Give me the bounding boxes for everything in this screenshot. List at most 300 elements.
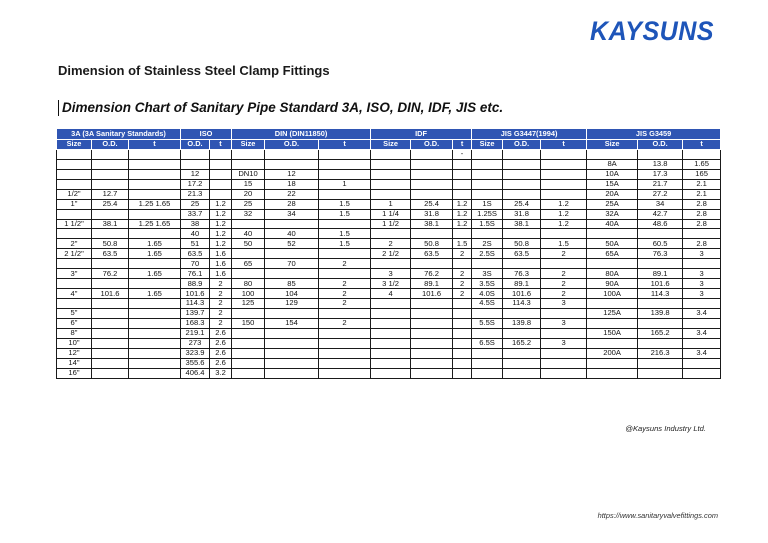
table-cell: 65A <box>587 249 638 259</box>
table-cell: 25.4 <box>92 199 129 209</box>
table-cell <box>129 358 181 368</box>
table-cell <box>503 348 541 358</box>
table-cell <box>683 299 721 309</box>
table-cell <box>371 318 411 328</box>
table-cell <box>541 189 587 199</box>
table-cell <box>638 229 683 239</box>
table-cell: 16" <box>57 368 92 378</box>
table-cell: 154 <box>265 318 319 328</box>
table-cell: 2 <box>371 239 411 249</box>
column-header: t <box>541 140 587 150</box>
column-header: Size <box>57 140 92 150</box>
table-cell: 8" <box>57 328 92 338</box>
table-cell: 2 1/2 <box>371 249 411 259</box>
table-cell <box>541 229 587 239</box>
table-cell: 1.65 <box>129 239 181 249</box>
table-cell: 12.7 <box>92 189 129 199</box>
table-cell: DN10 <box>232 169 265 179</box>
table-cell: 150 <box>232 318 265 328</box>
table-cell <box>129 259 181 269</box>
table-cell: 42.7 <box>638 209 683 219</box>
table-cell: 355.6 <box>181 358 210 368</box>
table-cell: 3" <box>57 269 92 279</box>
table-cell: 2 <box>541 269 587 279</box>
table-cell: 10A <box>587 169 638 179</box>
table-cell: 12 <box>265 169 319 179</box>
table-cell <box>129 159 181 169</box>
table-cell: 1 1/2 <box>371 219 411 229</box>
table-cell <box>472 358 503 368</box>
table-cell <box>129 318 181 328</box>
table-cell <box>411 149 453 159</box>
table-cell <box>371 259 411 269</box>
table-cell: 17.3 <box>638 169 683 179</box>
table-cell: 1.5 <box>453 239 472 249</box>
table-row <box>57 318 721 328</box>
table-cell <box>92 328 129 338</box>
table-cell: 2 <box>541 279 587 289</box>
dimension-table <box>56 128 721 379</box>
table-cell <box>371 229 411 239</box>
table-cell: 70 <box>181 259 210 269</box>
table-cell: 63.5 <box>92 249 129 259</box>
table-cell: 216.3 <box>638 348 683 358</box>
table-cell <box>587 149 638 159</box>
table-cell <box>453 169 472 179</box>
table-cell: 1.5 <box>319 229 371 239</box>
table-cell <box>411 229 453 239</box>
table-cell <box>92 209 129 219</box>
table-cell <box>232 338 265 348</box>
group-header: JIS G3447(1994) <box>472 129 587 140</box>
table-cell: 2 <box>319 318 371 328</box>
table-cell: 3 <box>683 269 721 279</box>
table-cell <box>92 368 129 378</box>
table-cell: 1.2 <box>541 219 587 229</box>
table-cell: 125 <box>232 299 265 309</box>
table-cell <box>129 179 181 189</box>
table-cell: 100 <box>232 289 265 299</box>
table-header <box>57 129 721 150</box>
table-cell: 1/2" <box>57 189 92 199</box>
table-cell: 3.2 <box>210 368 232 378</box>
table-cell <box>371 338 411 348</box>
table-cell <box>638 358 683 368</box>
table-cell <box>92 348 129 358</box>
table-cell: 15A <box>587 179 638 189</box>
table-cell: 21.3 <box>181 189 210 199</box>
table-cell <box>683 149 721 159</box>
table-cell: 2.6 <box>210 328 232 338</box>
table-cell: 4 <box>371 289 411 299</box>
table-cell: 101.6 <box>181 289 210 299</box>
table-cell <box>265 328 319 338</box>
table-cell: 2.5S <box>472 249 503 259</box>
table-cell: 200A <box>587 348 638 358</box>
table-cell <box>453 229 472 239</box>
table-cell: 25.4 <box>411 199 453 209</box>
table-cell: 3 <box>541 338 587 348</box>
page-title: Dimension of Stainless Steel Clamp Fittings <box>58 63 330 78</box>
table-cell <box>319 368 371 378</box>
table-cell: 129 <box>265 299 319 309</box>
table-cell <box>129 368 181 378</box>
table-cell <box>503 328 541 338</box>
table-cell: 32 <box>232 209 265 219</box>
table-cell: 2 <box>453 269 472 279</box>
table-cell: 2.8 <box>683 199 721 209</box>
table-cell: 1.5 <box>319 199 371 209</box>
table-cell: 1.2 <box>453 199 472 209</box>
table-cell <box>129 328 181 338</box>
table-cell: 1.2 <box>453 209 472 219</box>
table-cell <box>453 159 472 169</box>
table-cell <box>92 229 129 239</box>
table-cell <box>92 279 129 289</box>
table-cell <box>503 179 541 189</box>
table-cell: 89.1 <box>411 279 453 289</box>
table-cell <box>57 159 92 169</box>
table-row <box>57 169 721 179</box>
table-cell <box>411 328 453 338</box>
table-cell: 31.8 <box>503 209 541 219</box>
table-cell <box>371 308 411 318</box>
table-cell: 114.3 <box>638 289 683 299</box>
table-cell <box>265 159 319 169</box>
table-cell <box>232 328 265 338</box>
table-cell <box>210 179 232 189</box>
table-cell <box>92 318 129 328</box>
table-cell: 60.5 <box>638 239 683 249</box>
table-cell <box>472 149 503 159</box>
table-cell <box>541 348 587 358</box>
table-cell: 2 1/2" <box>57 249 92 259</box>
table-cell <box>371 149 411 159</box>
table-cell: 18 <box>265 179 319 189</box>
table-cell <box>371 169 411 179</box>
table-cell: 104 <box>265 289 319 299</box>
table-cell: 273 <box>181 338 210 348</box>
table-cell <box>232 368 265 378</box>
table-cell <box>210 149 232 159</box>
table-cell: 21.7 <box>638 179 683 189</box>
table-row <box>57 159 721 169</box>
table-cell <box>472 308 503 318</box>
table-row <box>57 279 721 289</box>
table-cell: 2 <box>453 249 472 259</box>
table-row <box>57 229 721 239</box>
table-cell <box>210 159 232 169</box>
table-cell <box>587 229 638 239</box>
table-cell <box>541 169 587 179</box>
group-header: ISO <box>181 129 232 140</box>
table-cell <box>541 328 587 338</box>
table-cell: 38.1 <box>503 219 541 229</box>
table-cell: 3.4 <box>683 328 721 338</box>
table-cell <box>265 368 319 378</box>
table-cell: 76.2 <box>92 269 129 279</box>
table-cell <box>453 179 472 189</box>
table-cell: 2S <box>472 239 503 249</box>
table-cell <box>541 179 587 189</box>
table-row <box>57 219 721 229</box>
table-cell: 40A <box>587 219 638 229</box>
table-cell: 28 <box>265 199 319 209</box>
table-cell <box>371 179 411 189</box>
table-cell: 6" <box>57 318 92 328</box>
table-cell: 70 <box>265 259 319 269</box>
table-cell: 100A <box>587 289 638 299</box>
table-cell: 13.8 <box>638 159 683 169</box>
table-cell: 168.3 <box>181 318 210 328</box>
table-cell <box>129 348 181 358</box>
column-header: t <box>210 140 232 150</box>
table-cell: 3 1/2 <box>371 279 411 289</box>
table-cell <box>210 169 232 179</box>
table-cell <box>371 159 411 169</box>
table-cell <box>683 229 721 239</box>
table-cell <box>129 229 181 239</box>
table-cell <box>319 159 371 169</box>
table-row <box>57 209 721 219</box>
table-row <box>57 358 721 368</box>
table-cell: 10" <box>57 338 92 348</box>
table-cell: 2.1 <box>683 179 721 189</box>
table-cell: 5" <box>57 308 92 318</box>
table-cell: 1 <box>319 179 371 189</box>
table-cell: 76.2 <box>411 269 453 279</box>
table-cell: 5.5S <box>472 318 503 328</box>
table-cell: 1.65 <box>129 249 181 259</box>
table-cell: 1.25 1.65 <box>129 199 181 209</box>
table-cell <box>129 279 181 289</box>
table-cell: 101.6 <box>503 289 541 299</box>
table-cell <box>411 179 453 189</box>
table-cell: - <box>453 149 472 159</box>
website-url: https://www.sanitaryvalvefittings.com <box>597 511 718 520</box>
table-cell <box>92 259 129 269</box>
column-header: O.D. <box>92 140 129 150</box>
table-cell <box>265 348 319 358</box>
table-row <box>57 199 721 209</box>
table-cell: 76.1 <box>181 269 210 279</box>
table-cell: 76.3 <box>503 269 541 279</box>
table-cell <box>371 299 411 309</box>
table-cell <box>503 259 541 269</box>
table-cell: 1" <box>57 199 92 209</box>
table-cell: 1.6 <box>210 259 232 269</box>
table-cell: 165.2 <box>503 338 541 348</box>
table-cell <box>57 279 92 289</box>
table-cell <box>92 338 129 348</box>
table-cell: 125A <box>587 308 638 318</box>
table-cell: 3 <box>541 299 587 309</box>
table-cell <box>587 299 638 309</box>
table-row <box>57 179 721 189</box>
table-cell: 40 <box>232 229 265 239</box>
table-cell <box>57 299 92 309</box>
column-header: t <box>683 140 721 150</box>
table-cell: 1.6 <box>210 269 232 279</box>
table-cell <box>92 308 129 318</box>
kaysuns-logo <box>588 14 718 48</box>
table-cell <box>683 338 721 348</box>
table-cell <box>92 358 129 368</box>
table-cell <box>453 338 472 348</box>
table-cell: 3 <box>683 289 721 299</box>
table-cell <box>472 159 503 169</box>
table-cell <box>453 318 472 328</box>
table-cell <box>453 368 472 378</box>
logo-wordmark: KAYSUNS <box>590 16 714 46</box>
group-header: IDF <box>371 129 472 140</box>
table-cell: 1.2 <box>210 219 232 229</box>
table-cell: 76.3 <box>638 249 683 259</box>
table-cell: 2.6 <box>210 348 232 358</box>
table-cell: 2" <box>57 239 92 249</box>
table-cell <box>453 308 472 318</box>
table-cell <box>232 149 265 159</box>
table-cell: 20 <box>232 189 265 199</box>
table-cell: 2.8 <box>683 239 721 249</box>
table-cell <box>129 338 181 348</box>
table-cell <box>503 308 541 318</box>
table-cell: 219.1 <box>181 328 210 338</box>
table-cell <box>411 348 453 358</box>
table-cell: 1.2 <box>210 239 232 249</box>
table-cell <box>57 229 92 239</box>
table-cell <box>411 159 453 169</box>
table-cell: 1S <box>472 199 503 209</box>
table-cell <box>129 189 181 199</box>
table-cell <box>503 169 541 179</box>
table-cell <box>57 169 92 179</box>
table-cell: 31.8 <box>411 209 453 219</box>
table-cell: 52 <box>265 239 319 249</box>
table-cell: 2.8 <box>683 209 721 219</box>
table-cell: 15 <box>232 179 265 189</box>
table-cell <box>587 368 638 378</box>
table-cell <box>129 169 181 179</box>
table-cell <box>638 318 683 328</box>
table-cell: 50A <box>587 239 638 249</box>
table-row <box>57 289 721 299</box>
table-cell <box>453 358 472 368</box>
table-cell <box>265 149 319 159</box>
table-cell: 1.2 <box>210 209 232 219</box>
table-cell <box>371 328 411 338</box>
column-header: O.D. <box>411 140 453 150</box>
column-header: O.D. <box>265 140 319 150</box>
table-cell <box>371 189 411 199</box>
table-cell: 2 <box>210 289 232 299</box>
table-row <box>57 239 721 249</box>
table-cell: 4" <box>57 289 92 299</box>
table-cell <box>92 299 129 309</box>
table-cell <box>472 259 503 269</box>
table-cell: 139.8 <box>503 318 541 328</box>
table-cell: 2.1 <box>683 189 721 199</box>
table-cell <box>411 189 453 199</box>
table-cell: 139.8 <box>638 308 683 318</box>
table-cell <box>472 348 503 358</box>
table-cell: 101.6 <box>411 289 453 299</box>
table-cell <box>129 209 181 219</box>
table-cell <box>587 358 638 368</box>
table-cell: 50.8 <box>92 239 129 249</box>
table-cell: 1.65 <box>129 289 181 299</box>
table-cell: 25.4 <box>503 199 541 209</box>
table-row <box>57 149 721 159</box>
column-header: O.D. <box>638 140 683 150</box>
table-row <box>57 269 721 279</box>
group-header: JIS G3459 <box>587 129 721 140</box>
table-cell <box>129 308 181 318</box>
column-header: Size <box>371 140 411 150</box>
table-cell <box>411 299 453 309</box>
table-cell: 323.9 <box>181 348 210 358</box>
table-cell <box>638 149 683 159</box>
table-cell: 165.2 <box>638 328 683 338</box>
table-cell: 89.1 <box>638 269 683 279</box>
table-cell: 406.4 <box>181 368 210 378</box>
table-cell <box>453 259 472 269</box>
table-cell: 1.6 <box>210 249 232 259</box>
table-cell: 27.2 <box>638 189 683 199</box>
table-cell: 139.7 <box>181 308 210 318</box>
table-cell: 25 <box>232 199 265 209</box>
table-cell: 3.4 <box>683 308 721 318</box>
table-cell <box>319 348 371 358</box>
table-cell <box>453 189 472 199</box>
table-row <box>57 328 721 338</box>
table-cell <box>319 219 371 229</box>
table-cell <box>129 299 181 309</box>
table-cell: 2.6 <box>210 358 232 368</box>
table-cell <box>587 338 638 348</box>
table-cell <box>232 219 265 229</box>
table-cell <box>503 159 541 169</box>
standard-group-row <box>57 129 721 140</box>
table-cell <box>541 358 587 368</box>
table-cell: 38 <box>181 219 210 229</box>
table-cell <box>232 348 265 358</box>
table-cell <box>472 179 503 189</box>
table-cell: 1.2 <box>541 199 587 209</box>
column-header: t <box>319 140 371 150</box>
table-cell: 65 <box>232 259 265 269</box>
table-cell: 1.2 <box>453 219 472 229</box>
table-cell: 165 <box>683 169 721 179</box>
table-cell <box>472 189 503 199</box>
table-cell <box>453 348 472 358</box>
table-cell: 4.0S <box>472 289 503 299</box>
table-body <box>57 149 721 378</box>
table-cell: 20A <box>587 189 638 199</box>
table-cell <box>411 318 453 328</box>
table-cell: 3 <box>683 249 721 259</box>
table-cell <box>472 229 503 239</box>
table-cell: 14" <box>57 358 92 368</box>
table-cell <box>683 358 721 368</box>
table-cell: 48.6 <box>638 219 683 229</box>
table-cell: 50 <box>232 239 265 249</box>
column-header: Size <box>587 140 638 150</box>
table-cell <box>57 259 92 269</box>
table-cell: 51 <box>181 239 210 249</box>
table-cell: 25 <box>181 199 210 209</box>
table-cell <box>319 169 371 179</box>
